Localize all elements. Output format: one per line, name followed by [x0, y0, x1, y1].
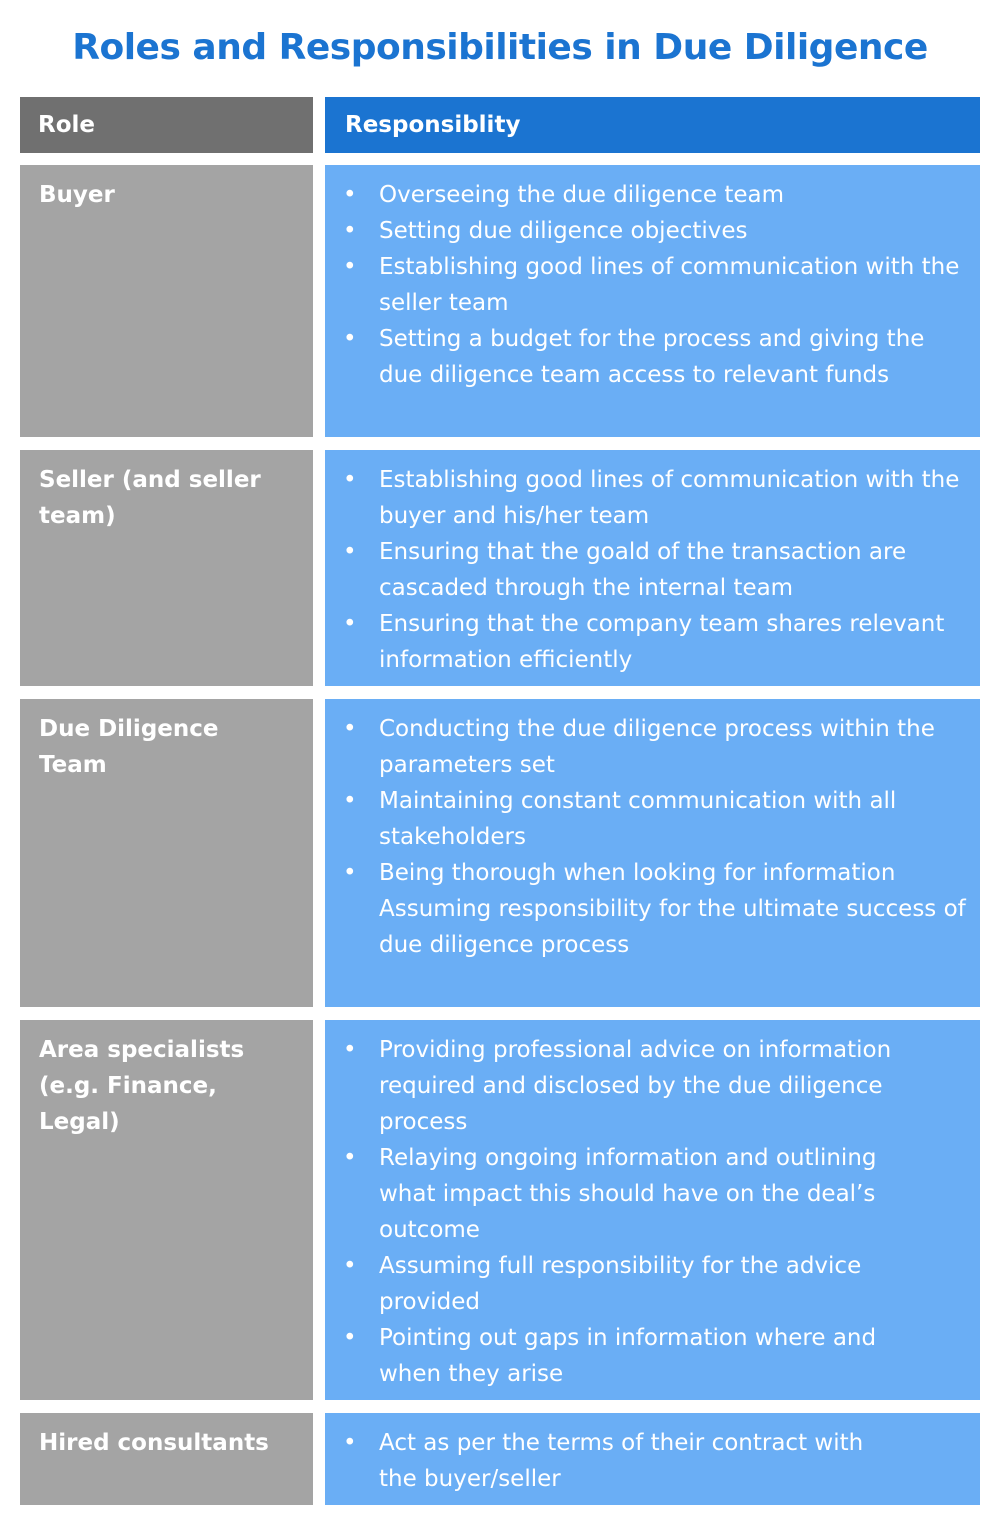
responsibility-item: Assuming responsibility for the ultimate success of due diligence process: [379, 896, 966, 958]
role-label: Hired consultants: [39, 1430, 269, 1456]
responsibility-cell-hired-consultants: [325, 1413, 980, 1505]
responsibility-item: • Act as per the terms of their contract with the buyer/seller: [325, 1425, 890, 1497]
responsibility-item: • Providing professional advice on information required and disclosed by the due diligence process: [325, 1032, 930, 1140]
page-title: Roles and Responsibilities in Due Diligence: [72, 27, 928, 68]
role-label: Seller (and seller team): [39, 467, 261, 529]
role-label: Area specialists (e.g. Finance, Legal): [39, 1037, 245, 1135]
responsibility-list: [325, 1425, 890, 1497]
role-label: Buyer: [39, 182, 115, 208]
responsibility-column-header: [325, 97, 980, 153]
responsibility-cell-due-diligence-team: [325, 699, 980, 1007]
responsibility-list: [325, 462, 970, 678]
role-cell-seller: [20, 450, 313, 686]
role-label: Due Diligence Team: [39, 716, 219, 778]
role-header-label: Role: [38, 112, 95, 138]
responsibility-item: • Pointing out gaps in information where and when they arise: [325, 1320, 930, 1392]
role-cell-buyer: [20, 165, 313, 437]
responsibility-item: • Being thorough when looking for information: [325, 855, 970, 891]
responsibility-cell-seller: [325, 450, 980, 686]
responsibility-item: • Overseeing the due diligence team: [325, 177, 970, 213]
responsibility-item: • Establishing good lines of communication with the buyer and his/her team: [325, 462, 970, 534]
responsibility-list: [325, 711, 970, 963]
responsibility-item: • Setting due diligence objectives: [325, 213, 970, 249]
responsibility-list: [325, 177, 970, 393]
responsibility-cell-buyer: [325, 165, 980, 437]
responsibility-item: • Ensuring that the goald of the transaction are cascaded through the internal team: [325, 534, 970, 606]
responsibility-item: • Establishing good lines of communication with the seller team: [325, 249, 970, 321]
role-cell-hired-consultants: [20, 1413, 313, 1505]
responsibility-header-label: Responsiblity: [345, 112, 521, 138]
responsibility-item: • Ensuring that the company team shares relevant information efficiently: [325, 606, 970, 678]
responsibility-item: • Setting a budget for the process and giving the due diligence team access to relevant funds: [325, 321, 970, 393]
responsibility-list: [325, 1032, 930, 1392]
role-cell-area-specialists: [20, 1020, 313, 1400]
responsibility-item: • Relaying ongoing information and outlining what impact this should have on the deal’s outcome: [325, 1140, 930, 1248]
responsibility-item: • Conducting the due diligence process within the parameters set: [325, 711, 970, 783]
responsibility-cell-area-specialists: [325, 1020, 980, 1400]
responsibility-item: • Maintaining constant communication with all stakeholders: [325, 783, 970, 855]
responsibility-item: • Assuming full responsibility for the advice provided: [325, 1248, 930, 1320]
role-cell-due-diligence-team: [20, 699, 313, 1007]
role-column-header: [20, 97, 313, 153]
